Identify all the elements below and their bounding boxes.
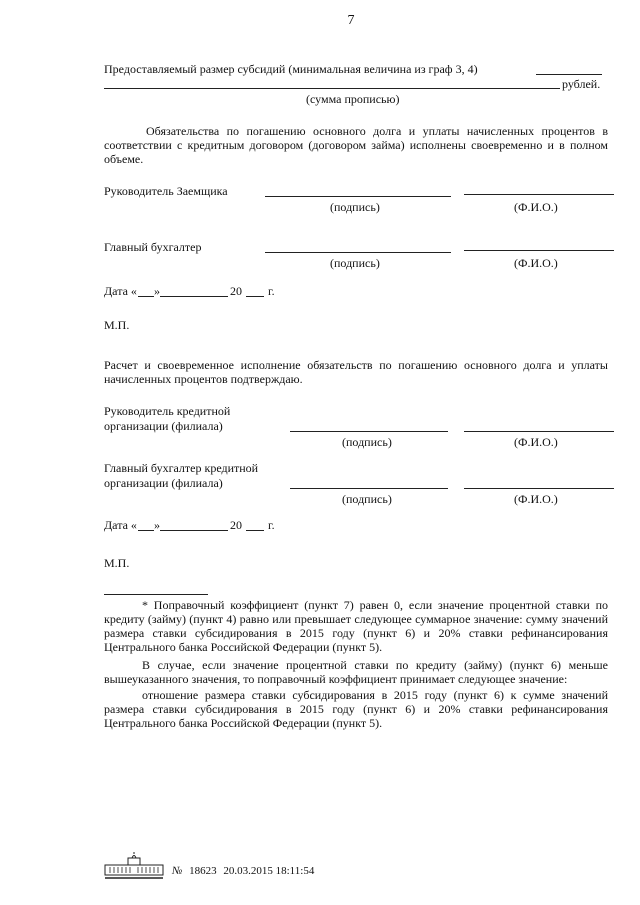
confirmation-text: Расчет и своевременное исполнение обязательств по погашению основного долга и уплаты начисленных процентов подтверждаю. [104, 358, 608, 386]
fio-caption: (Ф.И.О.) [514, 200, 558, 214]
date-suffix: г. [268, 284, 275, 298]
date-year-line[interactable] [246, 530, 264, 531]
amount-words-caption: (сумма прописью) [306, 92, 400, 106]
borrower-accountant-fio-line[interactable] [464, 250, 614, 251]
credit-org-head-label-line2: организации (филиала) [104, 419, 223, 433]
signature-caption: (подпись) [330, 256, 380, 270]
obligations-text: Обязательства по погашению основного долга и уплаты начисленных процентов в соответствии с кредитным договором (договором займа) исполнены своевременно и в полном объеме. [104, 124, 608, 166]
registration-number: 18623 [189, 865, 217, 877]
stamp-place: М.П. [104, 318, 130, 332]
signature-caption: (подпись) [330, 200, 380, 214]
signature-caption: (подпись) [342, 435, 392, 449]
stamp-place: М.П. [104, 556, 130, 570]
subsidy-words-line[interactable] [104, 88, 560, 89]
credit-org-accountant-fio-line[interactable] [464, 488, 614, 489]
borrower-head-fio-line[interactable] [464, 194, 614, 195]
date-month-line[interactable] [160, 296, 228, 297]
subsidy-label: Предоставляемый размер субсидий (минимальная величина из граф 3, 4) [104, 62, 478, 76]
date-suffix: г. [268, 518, 275, 532]
registration-stamp [172, 865, 314, 878]
subsidy-amount-line[interactable] [536, 74, 602, 75]
borrower-head-label: Руководитель Заемщика [104, 184, 228, 198]
borrower-head-signature-line[interactable] [265, 196, 451, 197]
date-quote-close: » [154, 518, 160, 532]
date-month-line[interactable] [160, 530, 228, 531]
fio-caption: (Ф.И.О.) [514, 492, 558, 506]
footnote-para2: В случае, если значение процентной ставки по кредиту (займу) (пункт 6) меньше вышеуказанного значения, то поправочный коэффициент принимает следующее значение: [104, 658, 608, 686]
date-quote-close: » [154, 284, 160, 298]
fio-caption: (Ф.И.О.) [514, 256, 558, 270]
date-year-prefix: 20 [230, 518, 242, 532]
page-number: 7 [347, 13, 355, 28]
footnote-para3: отношение размера ставки субсидирования в 2015 году (пункт 6) к сумме значений размера ставки субсидирования в 2015 году (пункт 6) и 20% ставки рефинансирования Центрального банка Российской Федерации (пункт 5). [104, 688, 608, 730]
date-year-prefix: 20 [230, 284, 242, 298]
borrower-accountant-signature-line[interactable] [265, 252, 451, 253]
government-building-logo-icon [104, 852, 164, 880]
footnote-para1: * Поправочный коэффициент (пункт 7) равен 0, если значение процентной ставки по кредиту (займу) (пункт 4) равно или превышает следующее суммарное значение: сумму значений размера ставки субсидирования в 2015 году (пункт 6) и 20% ставки рефинансирования Центрального банка Российской Федерации (пункт 5). [104, 598, 608, 654]
footnote-separator [104, 594, 208, 595]
credit-org-accountant-label-line1: Главный бухгалтер кредитной [104, 461, 259, 475]
date-day-line[interactable] [138, 296, 154, 297]
date-prefix: Дата « [104, 518, 137, 532]
date-day-line[interactable] [138, 530, 154, 531]
credit-org-accountant-label-line2: организации (филиала) [104, 476, 223, 490]
number-sign: № [172, 865, 183, 877]
date-year-line[interactable] [246, 296, 264, 297]
currency-label: рублей. [562, 77, 601, 91]
borrower-accountant-label: Главный бухгалтер [104, 240, 202, 254]
registration-datetime: 20.03.2015 18:11:54 [223, 865, 315, 877]
signature-caption: (подпись) [342, 492, 392, 506]
fio-caption: (Ф.И.О.) [514, 435, 558, 449]
credit-org-head-label-line1: Руководитель кредитной [104, 404, 231, 418]
credit-org-head-fio-line[interactable] [464, 431, 614, 432]
date-prefix: Дата « [104, 284, 137, 298]
credit-org-head-signature-line[interactable] [290, 431, 448, 432]
credit-org-accountant-signature-line[interactable] [290, 488, 448, 489]
